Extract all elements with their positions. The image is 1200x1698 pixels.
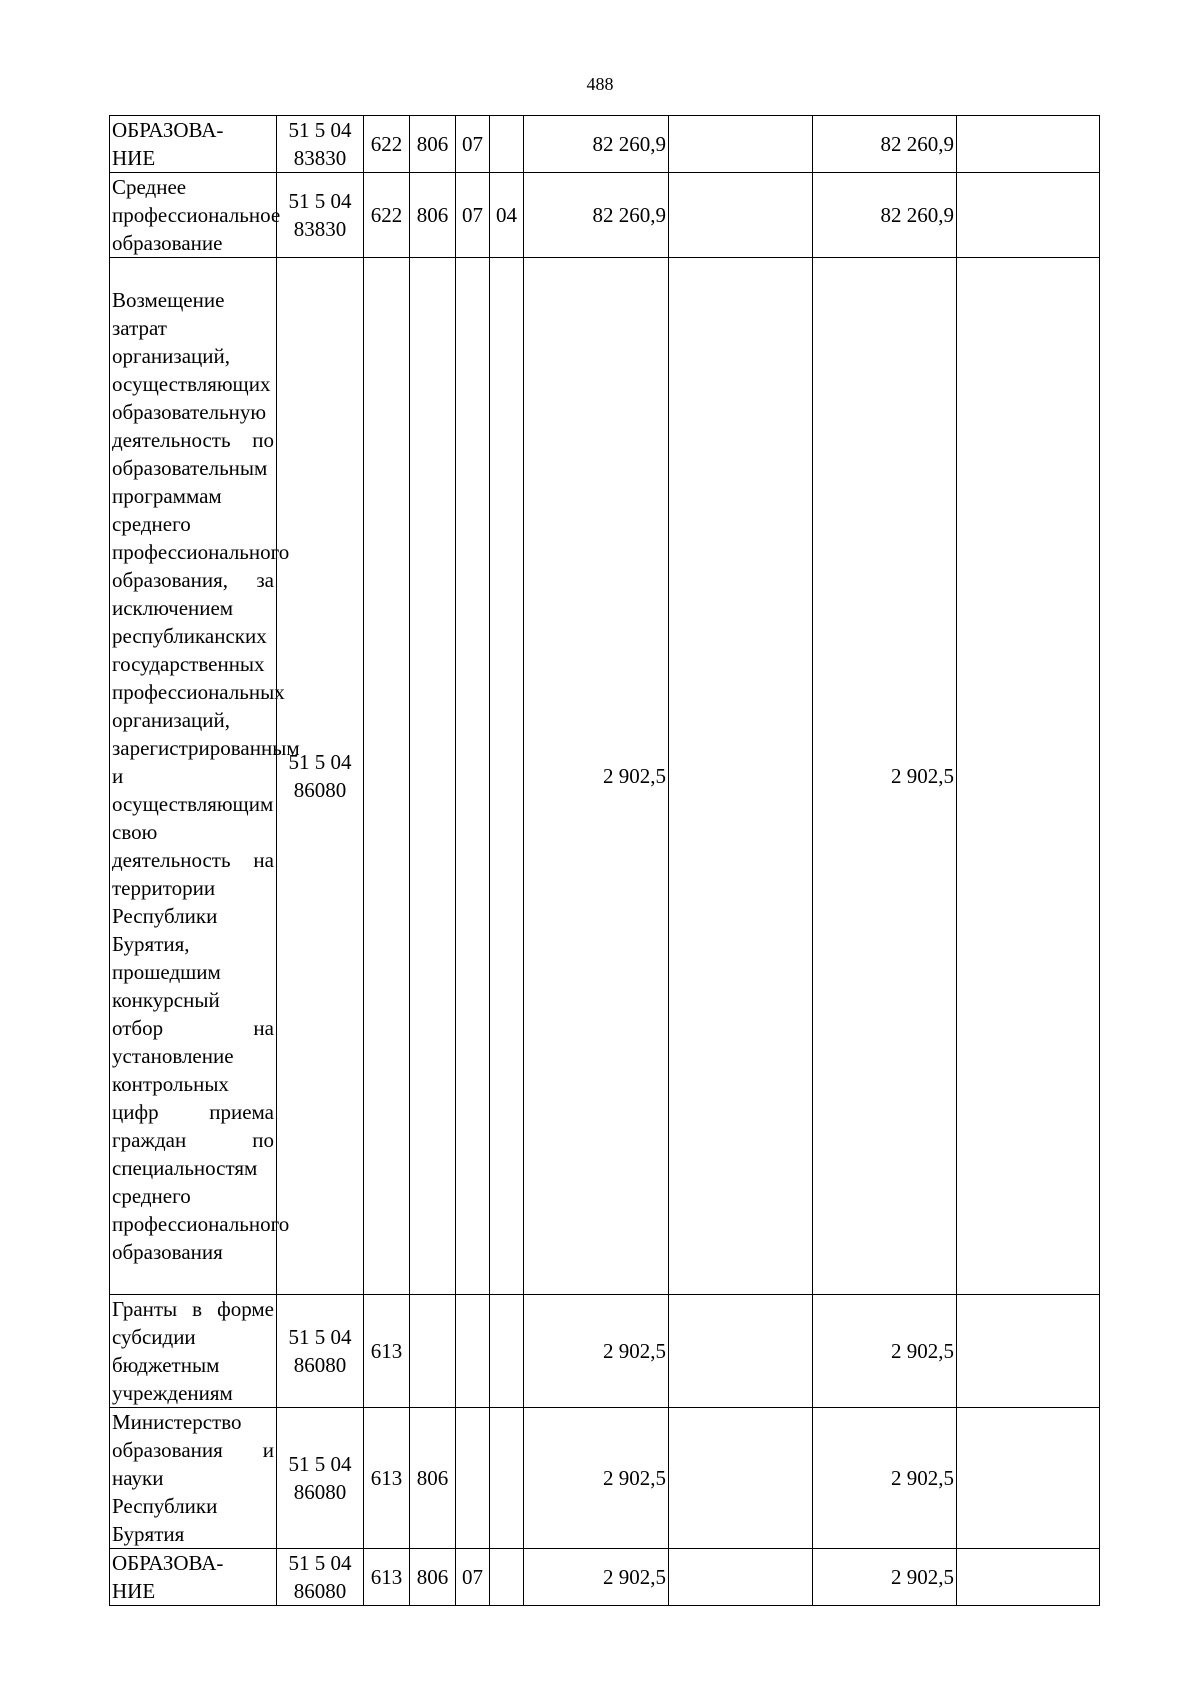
- amount-cell: [957, 116, 1100, 173]
- table-row: [110, 173, 1100, 258]
- administrator-code-cell: [410, 258, 456, 1295]
- budget-table: [109, 115, 1100, 1606]
- amount-cell: 82 260,9: [524, 173, 669, 258]
- amount-cell: 2 902,5: [524, 1549, 669, 1606]
- expense-type-cell: 613: [364, 1295, 410, 1408]
- amount-cell: 2 902,5: [813, 1408, 957, 1549]
- amount-cell: 2 902,5: [813, 258, 957, 1295]
- target-code-line: 86080: [293, 1353, 347, 1377]
- amount-cell: [957, 258, 1100, 1295]
- section-cell: 07: [456, 173, 490, 258]
- row-name-cell: Возмещение затрат организаций, осуществляющих образовательную деятельность по образовательным программам среднего профессионального образования, за исключением республиканских государственных профессиональных организаций, зарегистрированным и осуществляющим свою деятельность на территории Республики Бурятия, прошедшим конкурсный отбор на установление контрольных цифр приема граждан по специальностям среднего профессионального образования: [110, 258, 277, 1295]
- administrator-code-cell: 806: [410, 1408, 456, 1549]
- subsection-cell: [490, 258, 524, 1295]
- expense-type-cell: 622: [364, 173, 410, 258]
- row-name-cell: Министерство образования и науки Республики Бурятия: [110, 1408, 277, 1549]
- row-name-cell: [110, 1549, 277, 1606]
- expense-type-cell: 622: [364, 116, 410, 173]
- table-row: [110, 1295, 1100, 1408]
- expense-type-cell: [364, 258, 410, 1295]
- amount-cell: 82 260,9: [813, 173, 957, 258]
- target-code-line: 86080: [293, 1480, 347, 1504]
- page-number: 488: [586, 74, 614, 94]
- section-cell: 07: [456, 116, 490, 173]
- target-code-line: 51 5 04: [288, 118, 352, 142]
- target-code-line: 51 5 04: [288, 1551, 352, 1575]
- amount-cell: [669, 173, 813, 258]
- table-row: [110, 1549, 1100, 1606]
- amount-cell: 2 902,5: [813, 1549, 957, 1606]
- row-name-line: НИЕ: [112, 146, 156, 170]
- row-name-line: ОБРАЗОВА-: [112, 1551, 224, 1575]
- target-code-cell: [277, 173, 364, 258]
- amount-cell: 82 260,9: [524, 116, 669, 173]
- amount-cell: 2 902,5: [524, 1408, 669, 1549]
- target-code-cell: [277, 258, 364, 1295]
- subsection-cell: [490, 1295, 524, 1408]
- administrator-code-cell: 806: [410, 173, 456, 258]
- administrator-code-cell: 806: [410, 1549, 456, 1606]
- amount-cell: 2 902,5: [813, 1295, 957, 1408]
- subsection-cell: [490, 1549, 524, 1606]
- amount-cell: [669, 258, 813, 1295]
- administrator-code-cell: 806: [410, 116, 456, 173]
- section-cell: [456, 1408, 490, 1549]
- subsection-cell: 04: [490, 173, 524, 258]
- amount-cell: [669, 1295, 813, 1408]
- table-row: [110, 258, 1100, 1295]
- row-name-cell: Среднее профессиональное образование: [110, 173, 277, 258]
- administrator-code-cell: [410, 1295, 456, 1408]
- target-code-line: 83830: [293, 217, 347, 241]
- target-code-line: 83830: [293, 146, 347, 170]
- amount-cell: 2 902,5: [524, 1295, 669, 1408]
- expense-type-cell: 613: [364, 1549, 410, 1606]
- target-code-cell: [277, 1408, 364, 1549]
- amount-cell: [669, 116, 813, 173]
- amount-cell: 2 902,5: [524, 258, 669, 1295]
- target-code-line: 51 5 04: [288, 189, 352, 213]
- row-name-cell: [110, 116, 277, 173]
- section-cell: [456, 258, 490, 1295]
- amount-cell: [957, 1549, 1100, 1606]
- target-code-line: 86080: [293, 1579, 347, 1603]
- amount-cell: [957, 173, 1100, 258]
- subsection-cell: [490, 116, 524, 173]
- expense-type-cell: 613: [364, 1408, 410, 1549]
- section-cell: 07: [456, 1549, 490, 1606]
- target-code-cell: [277, 116, 364, 173]
- amount-cell: [669, 1549, 813, 1606]
- table-row: [110, 1408, 1100, 1549]
- target-code-line: 51 5 04: [288, 1452, 352, 1476]
- amount-cell: [957, 1295, 1100, 1408]
- amount-cell: 82 260,9: [813, 116, 957, 173]
- target-code-cell: [277, 1549, 364, 1606]
- target-code-line: 86080: [293, 778, 347, 802]
- amount-cell: [957, 1408, 1100, 1549]
- table-row: [110, 116, 1100, 173]
- target-code-line: 51 5 04: [288, 1325, 352, 1349]
- amount-cell: [669, 1408, 813, 1549]
- row-name-line: НИЕ: [112, 1579, 156, 1603]
- target-code-cell: [277, 1295, 364, 1408]
- section-cell: [456, 1295, 490, 1408]
- row-name-line: ОБРАЗОВА-: [112, 118, 224, 142]
- subsection-cell: [490, 1408, 524, 1549]
- target-code-line: 51 5 04: [288, 750, 352, 774]
- row-name-cell: Гранты в форме субсидии бюджетным учреждениям: [110, 1295, 277, 1408]
